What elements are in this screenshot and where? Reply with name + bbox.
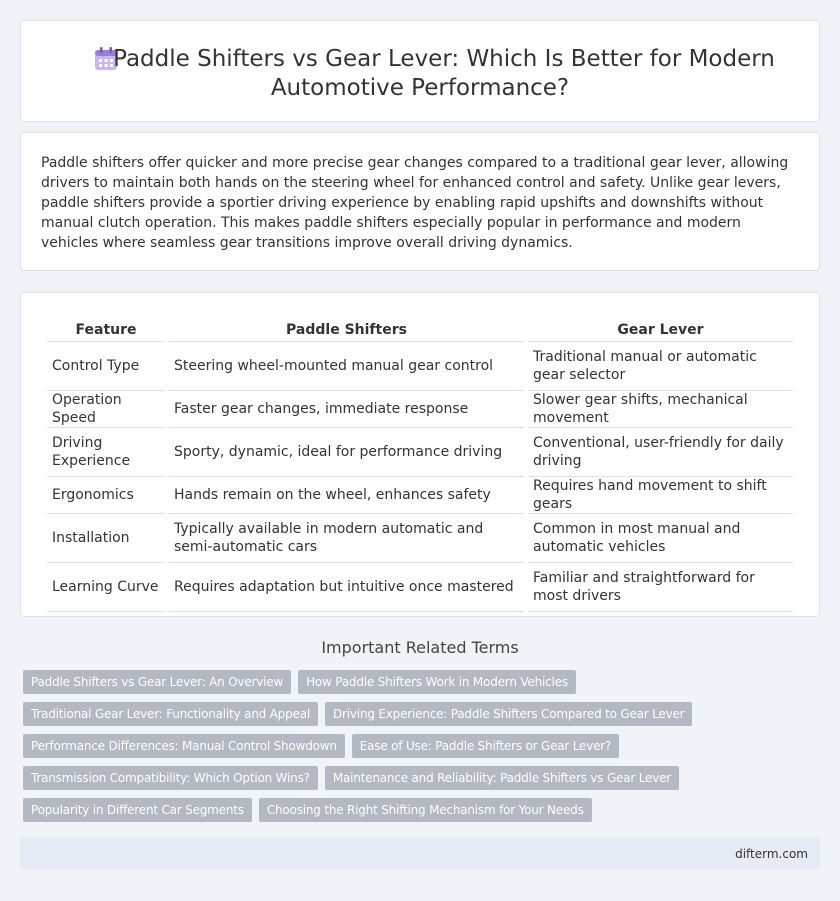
table-header-row [47,313,793,342]
paddle-cell: Faster gear changes, immediate response [169,391,524,428]
related-term-link[interactable]: Popularity in Different Car Segments [23,798,252,822]
related-terms-list [23,670,823,822]
lever-cell: Slower gear shifts, mechanical movement [528,391,793,428]
intro-text: Paddle shifters offer quicker and more precise gear changes compared to a traditional gear lever, allowing drivers to maintain both hands on the steering wheel for enhanced control and safety. Unlike gear levers, paddle shifters provide a sportier driving experience by enabling rapid upshifts and downshifts without manual clutch operation. This makes paddle shifters especially popular in performance and modern vehicles where seamless gear transitions improve overall driving dynamics. [41,155,789,251]
related-term-link[interactable]: Choosing the Right Shifting Mechanism for Your Needs [259,798,592,822]
paddle-cell: Typically available in modern automatic and semi-automatic cars [169,514,524,563]
paddle-cell: Steering wheel-mounted manual gear control [169,342,524,391]
header-paddle-shifters: Paddle Shifters [169,313,524,342]
comparison-table-card [20,292,820,617]
footer-site[interactable]: difterm.com [735,847,808,861]
table-row [47,342,793,391]
table-row [47,563,793,612]
title-line-2: Automotive Performance? [270,75,570,101]
paddle-cell: Hands remain on the wheel, enhances safety [169,477,524,514]
feature-cell: Control Type [47,342,165,391]
header-feature: Feature [47,313,165,342]
feature-cell: Ergonomics [47,477,165,514]
intro-card [20,132,820,271]
related-term-link[interactable]: Transmission Compatibility: Which Option Wins? [23,766,318,790]
related-term-link[interactable]: Traditional Gear Lever: Functionality and Appeal [23,702,318,726]
related-term-link[interactable]: Maintenance and Reliability: Paddle Shifters vs Gear Lever [325,766,679,790]
related-term-link[interactable]: Ease of Use: Paddle Shifters or Gear Lever? [352,734,619,758]
title-line-1: Paddle Shifters vs Gear Lever: Which Is Better for Modern [113,46,775,72]
footer [20,838,820,870]
related-term-link[interactable]: Paddle Shifters vs Gear Lever: An Overview [23,670,291,694]
feature-cell: Driving Experience [47,428,165,477]
related-term-link[interactable]: How Paddle Shifters Work in Modern Vehicles [298,670,576,694]
related-term-link[interactable]: Driving Experience: Paddle Shifters Compared to Gear Lever [325,702,692,726]
page-title [21,45,819,103]
table-row [47,428,793,477]
paddle-cell: Sporty, dynamic, ideal for performance driving [169,428,524,477]
feature-cell: Operation Speed [47,391,165,428]
lever-cell: Conventional, user-friendly for daily driving [528,428,793,477]
title-wrap [21,45,819,103]
lever-cell: Traditional manual or automatic gear selector [528,342,793,391]
lever-cell: Common in most manual and automatic vehicles [528,514,793,563]
header-card [20,20,820,122]
related-term-link[interactable]: Performance Differences: Manual Control Showdown [23,734,345,758]
table-row [47,477,793,514]
header-gear-lever: Gear Lever [528,313,793,342]
lever-cell: Requires hand movement to shift gears [528,477,793,514]
lever-cell: Familiar and straightforward for most drivers [528,563,793,612]
paddle-cell: Requires adaptation but intuitive once mastered [169,563,524,612]
table-row [47,514,793,563]
table-row [47,391,793,428]
feature-cell: Installation [47,514,165,563]
related-terms-title: Important Related Terms [321,638,519,657]
comparison-table [43,313,797,612]
feature-cell: Learning Curve [47,563,165,612]
